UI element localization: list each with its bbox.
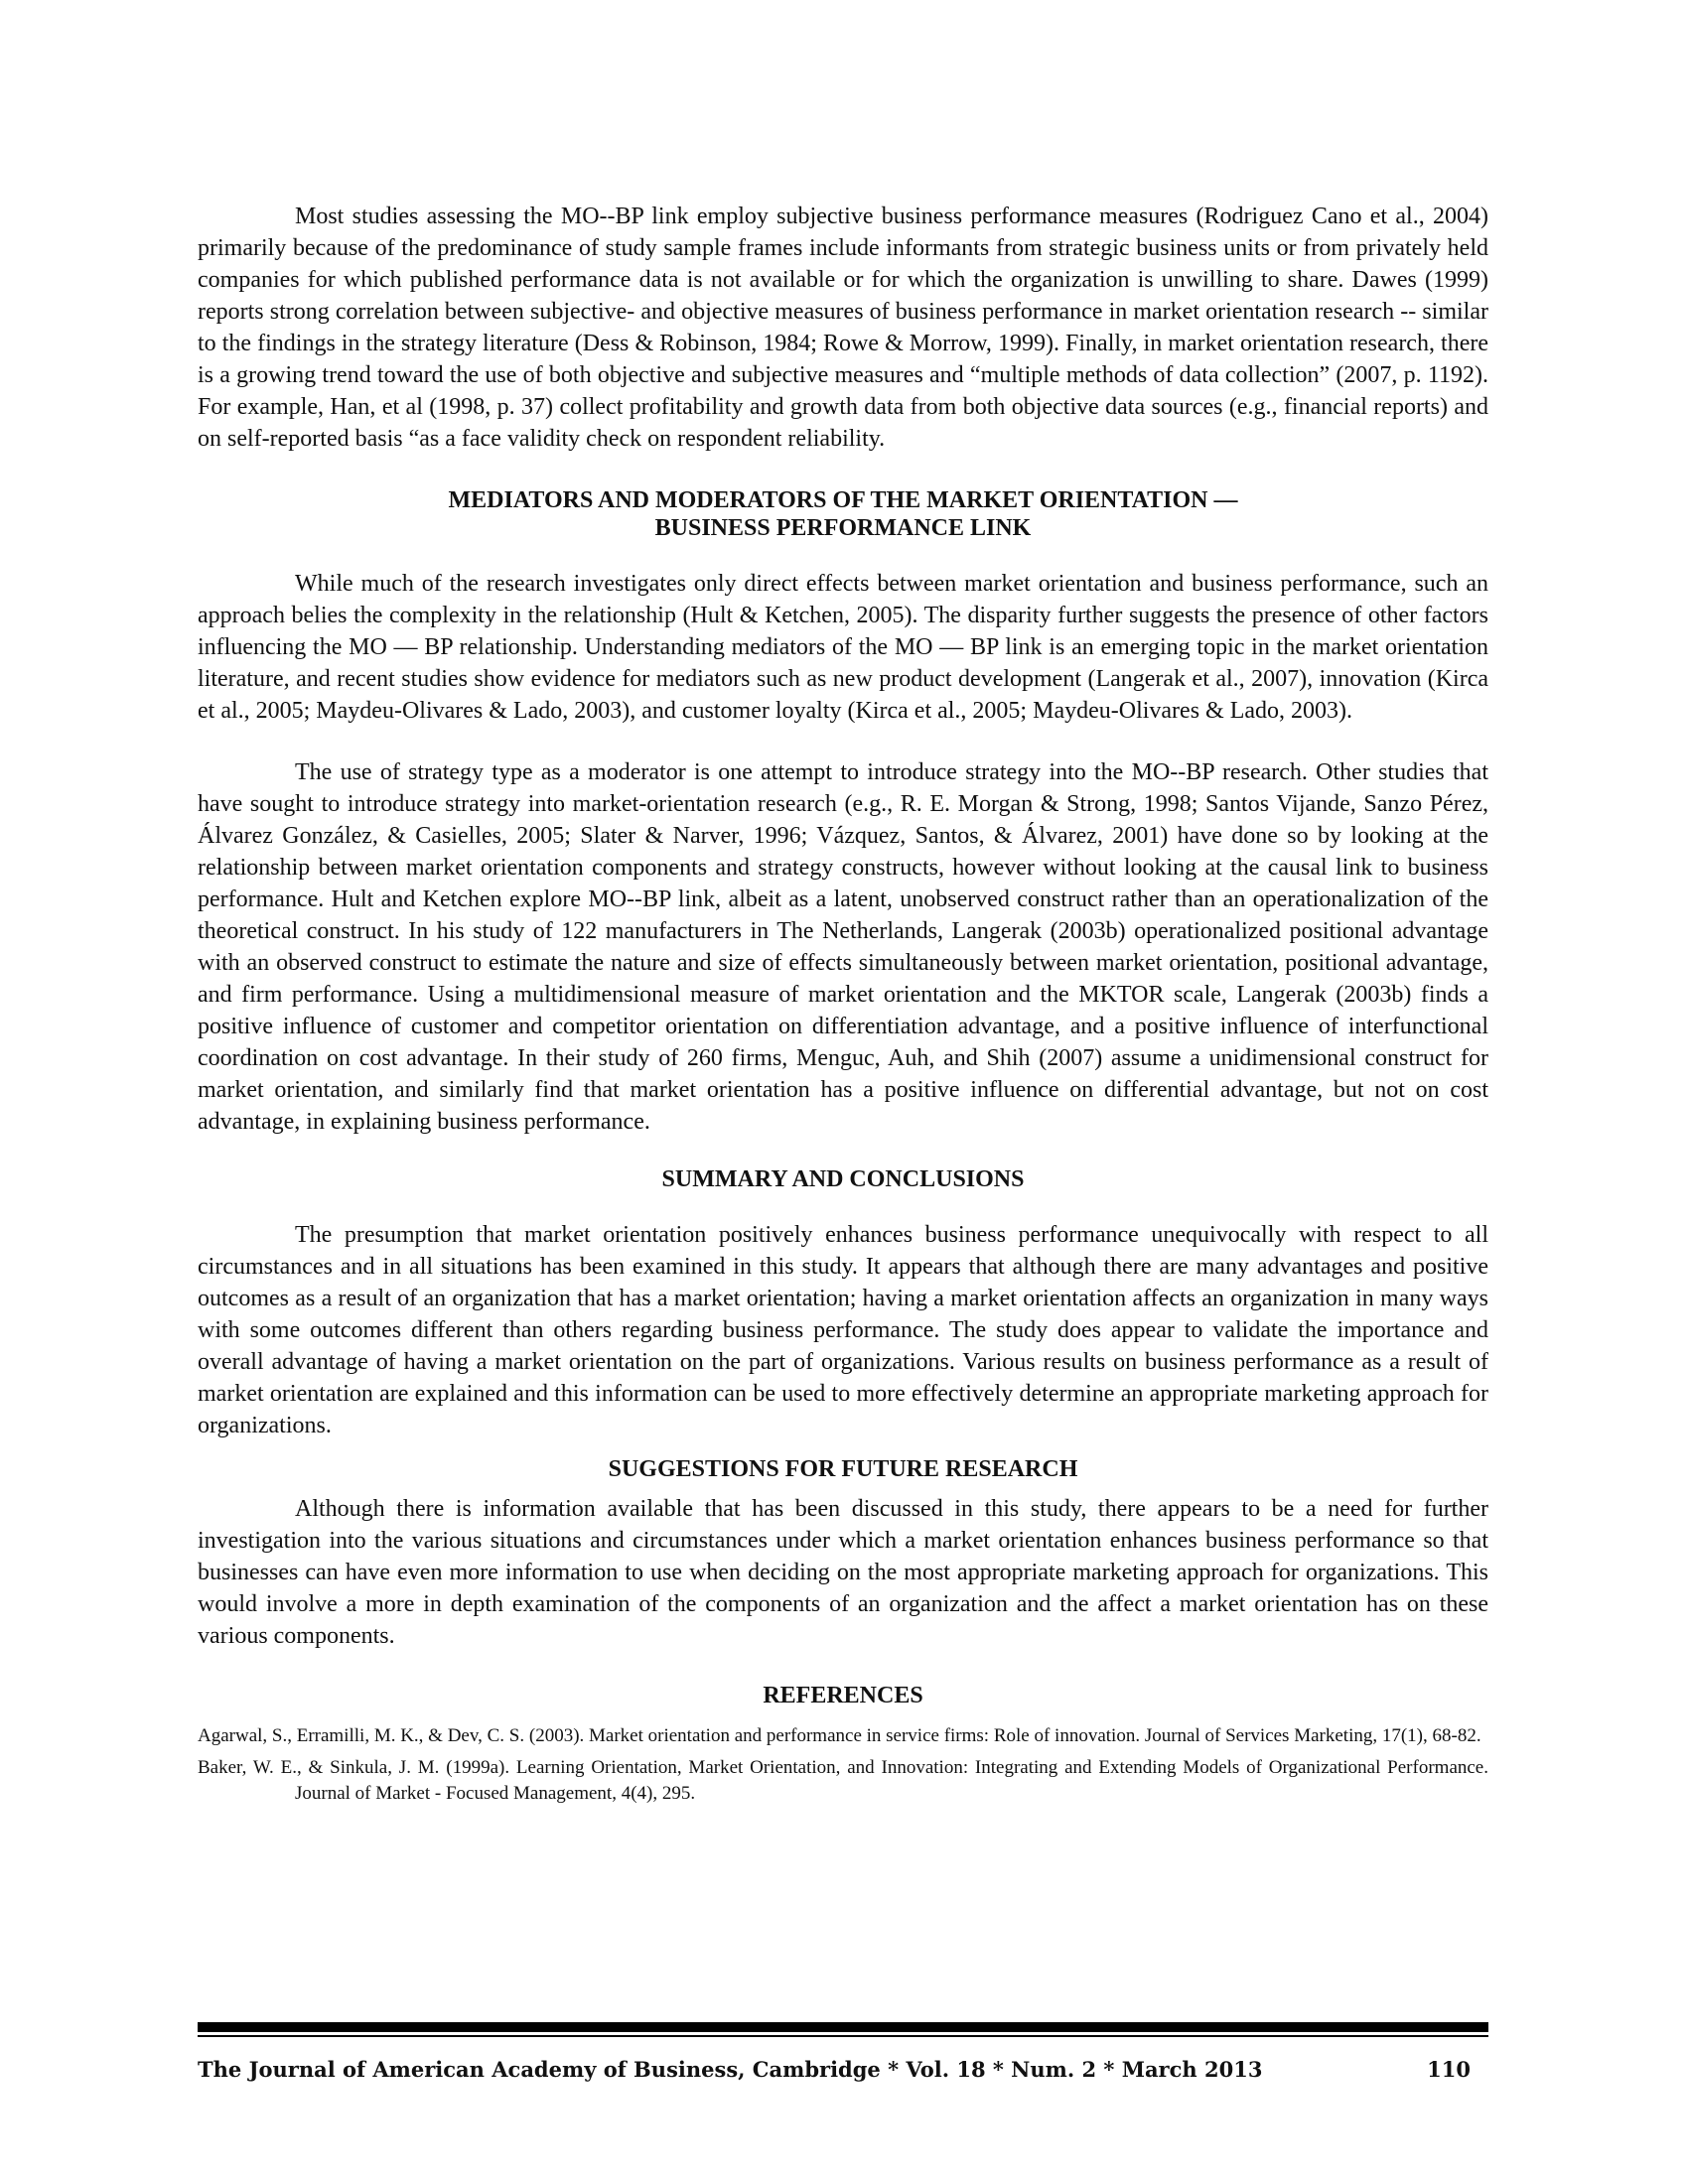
- section-heading-future-research: SUGGESTIONS FOR FUTURE RESEARCH: [608, 1456, 1078, 1482]
- body-paragraph: While much of the research investigates only direct effects between market orientation and business performance, such an approach belies the complexity in the relationship (Hult & Ketchen, 2005). The disparity further suggests the presence of other factors influencing the MO — BP relationship. Understanding mediators of the MO — BP link is an emerging topic in the market orientation literature, and recent studies show evidence for mediators such as new product development (Langerak et al., 2007), innovation (Kirca et al., 2005; Maydeu-Olivares & Lado, 2003), and customer loyalty (Kirca et al., 2005; Maydeu-Olivares & Lado, 2003).: [198, 571, 1488, 724]
- reference-entry: Baker, W. E., & Sinkula, J. M. (1999a). Learning Orientation, Market Orientation, and Innovation: Integrating and Extending Models of Organizational Performance. Journal of Market - Focused Management, 4(4), 295.: [198, 1757, 1488, 1804]
- section-heading-line: MEDIATORS AND MODERATORS OF THE MARKET ORIENTATION —: [448, 487, 1238, 513]
- section-heading-mediators: [198, 486, 1488, 542]
- section-heading-line: BUSINESS PERFORMANCE LINK: [654, 515, 1032, 541]
- body-paragraph: The presumption that market orientation positively enhances business performance unequivocally with respect to all circumstances and in all situations has been examined in this study. It appears that although there are many advantages and positive outcomes as a result of an organization that has a market orientation; having a market orientation affects an organization in many ways with some outcomes different than others regarding business performance. The study does appear to validate the importance and overall advantage of having a market orientation on the part of organizations. Various results on business performance as a result of market orientation are explained and this information can be used to more effectively determine an appropriate marketing approach for organizations.: [198, 1222, 1488, 1438]
- page-number: 110: [1427, 2057, 1471, 2082]
- section-heading-references: REFERENCES: [763, 1683, 923, 1708]
- body-paragraph: Although there is information available that has been discussed in this study, there appears to be a need for further investigation into the various situations and circumstances under which a market orientation enhances business performance so that businesses can have even more information to use when deciding on the most appropriate marketing approach for organizations. This would involve a more in depth examination of the components of an organization and the affect a market orientation has on these various components.: [198, 1496, 1488, 1649]
- footer-rule-thin: [198, 2035, 1488, 2037]
- reference-entry: Agarwal, S., Erramilli, M. K., & Dev, C. S. (2003). Market orientation and performance in service firms: Role of innovation. Journal of Services Marketing, 17(1), 68-82.: [198, 1725, 1481, 1746]
- footer-journal-citation: The Journal of American Academy of Business, Cambridge * Vol. 18 * Num. 2 * March 2013: [198, 2057, 1263, 2082]
- body-paragraph: Most studies assessing the MO--BP link employ subjective business performance measures (Rodriguez Cano et al., 2004) primarily because of the predominance of study sample frames include informants from strategic business units or from privately held companies for which published performance data is not available or for which the organization is unwilling to share. Dawes (1999) reports strong correlation between subjective- and objective measures of business performance in market orientation research -- similar to the findings in the strategy literature (Dess & Robinson, 1984; Rowe & Morrow, 1999). Finally, in market orientation research, there is a growing trend toward the use of both objective and subjective measures and “multiple methods of data collection” (2007, p. 1192). For example, Han, et al (1998, p. 37) collect profitability and growth data from both objective data sources (e.g., financial reports) and on self-reported basis “as a face validity check on respondent reliability.: [198, 204, 1488, 452]
- footer-rule-thick: [198, 2022, 1488, 2032]
- page-footer: [198, 2053, 1488, 2087]
- section-heading-summary: SUMMARY AND CONCLUSIONS: [661, 1166, 1025, 1192]
- body-paragraph: The use of strategy type as a moderator is one attempt to introduce strategy into the MO--BP research. Other studies that have sought to introduce strategy into market-orientation research (e.g., R. E. Morgan & Strong, 1998; Santos Vijande, Sanzo Pérez, Álvarez González, & Casielles, 2005; Slater & Narver, 1996; Vázquez, Santos, & Álvarez, 2001) have done so by looking at the relationship between market orientation components and strategy constructs, however without looking at the causal link to business performance. Hult and Ketchen explore MO--BP link, albeit as a latent, unobserved construct rather than an operationalization of the theoretical construct. In his study of 122 manufacturers in The Netherlands, Langerak (2003b) operationalized positional advantage with an observed construct to estimate the nature and size of effects simultaneously between market orientation, positional advantage, and firm performance. Using a multidimensional measure of market orientation and the MKTOR scale, Langerak (2003b) finds a positive influence of customer and competitor orientation on differentiation advantage, and a positive influence of interfunctional coordination on cost advantage. In their study of 260 firms, Menguc, Auh, and Shih (2007) assume a unidimensional construct for market orientation, and similarly find that market orientation has a positive influence on differential advantage, but not on cost advantage, in explaining business performance.: [198, 759, 1488, 1135]
- page-body: [198, 201, 1488, 1807]
